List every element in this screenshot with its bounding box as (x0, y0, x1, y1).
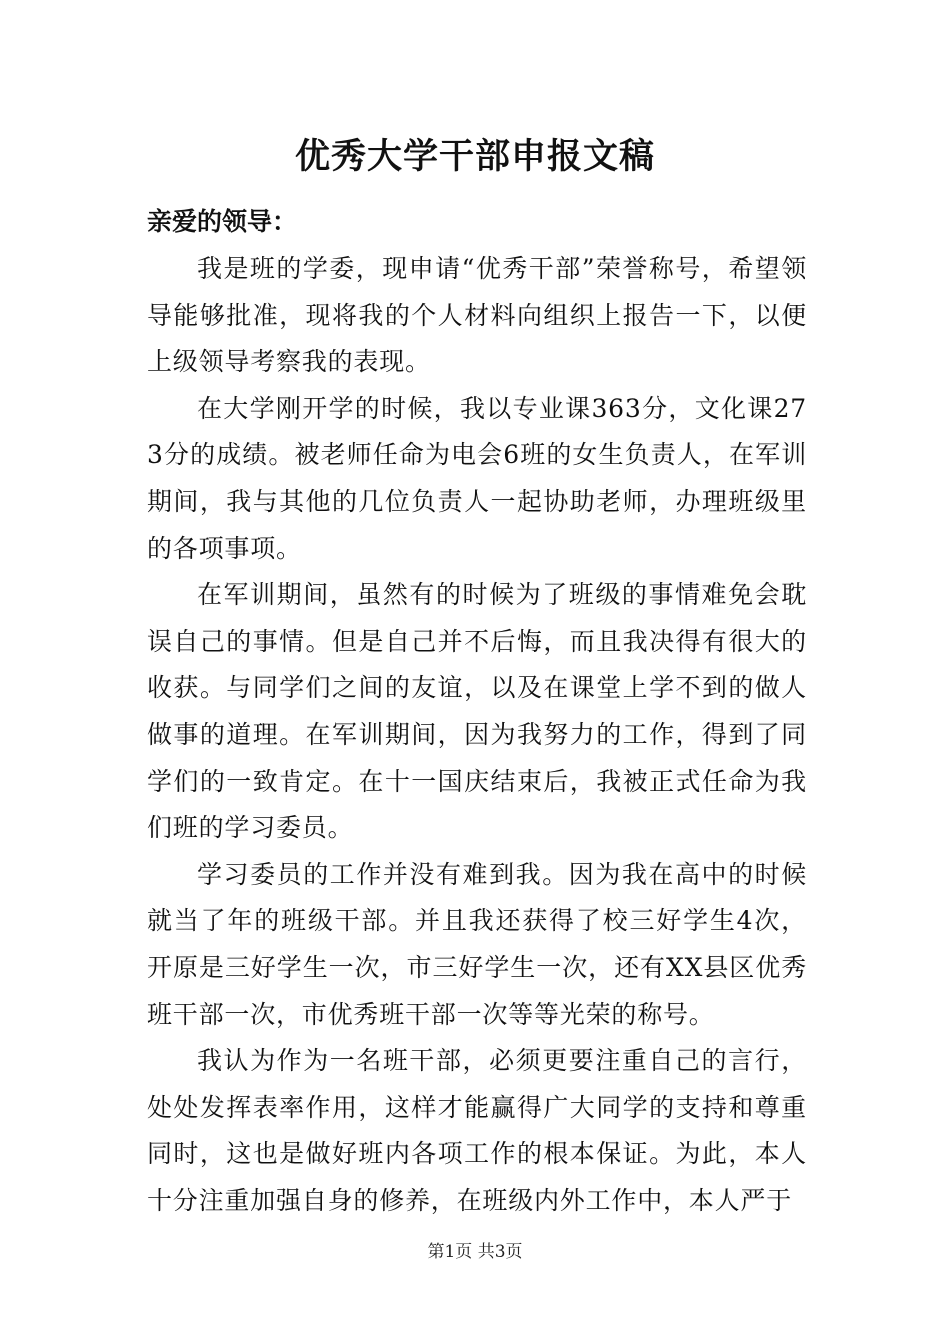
document-title: 优秀大学干部申报文稿 (294, 136, 655, 177)
paragraph-4: 学习委员的工作并没有难到我。因为我在高中的时候就当了年的班级干部。并且我还获得了校三好学生4次，开原是三好学生一次，市三好学生一次，还有XX县区优秀班干部一次，市优秀班干部一次等等光荣的称号。 (147, 859, 807, 1029)
paragraph-2: 在大学刚开学的时候，我以专业课363分，文化课273分的成绩。被老师任命为电会6班的女生负责人，在军训期间，我与其他的几位负责人一起协助老师，办理班级里的各项事项。 (147, 393, 807, 563)
paragraph-5: 我认为作为一名班干部，必须更要注重自己的言行，处处发挥表率作用，这样才能赢得广大同学的支持和尊重同时，这也是做好班内各项工作的根本保证。为此，本人十分注重加强自身的修养，在班级内外工作中，本人严于 (147, 1046, 807, 1215)
salutation: 亲爱的领导： (147, 207, 298, 236)
document-body (147, 246, 807, 1224)
page-footer: 第1页 共3页 (427, 1242, 523, 1262)
paragraph-1: 我是班的学委，现申请“优秀干部”荣誉称号，希望领导能够批准，现将我的个人材料向组织上报告一下，以便上级领导考察我的表现。 (147, 254, 807, 377)
paragraph-3: 在军训期间，虽然有的时候为了班级的事情难免会耽误自己的事情。但是自己并不后悔，而且我决得有很大的收获。与同学们之间的友谊，以及在课堂上学不到的做人做事的道理。在军训期间，因为我努力的工作，得到了同学们的一致肯定。在十一国庆结束后，我被正式任命为我们班的学习委员。 (147, 580, 807, 843)
